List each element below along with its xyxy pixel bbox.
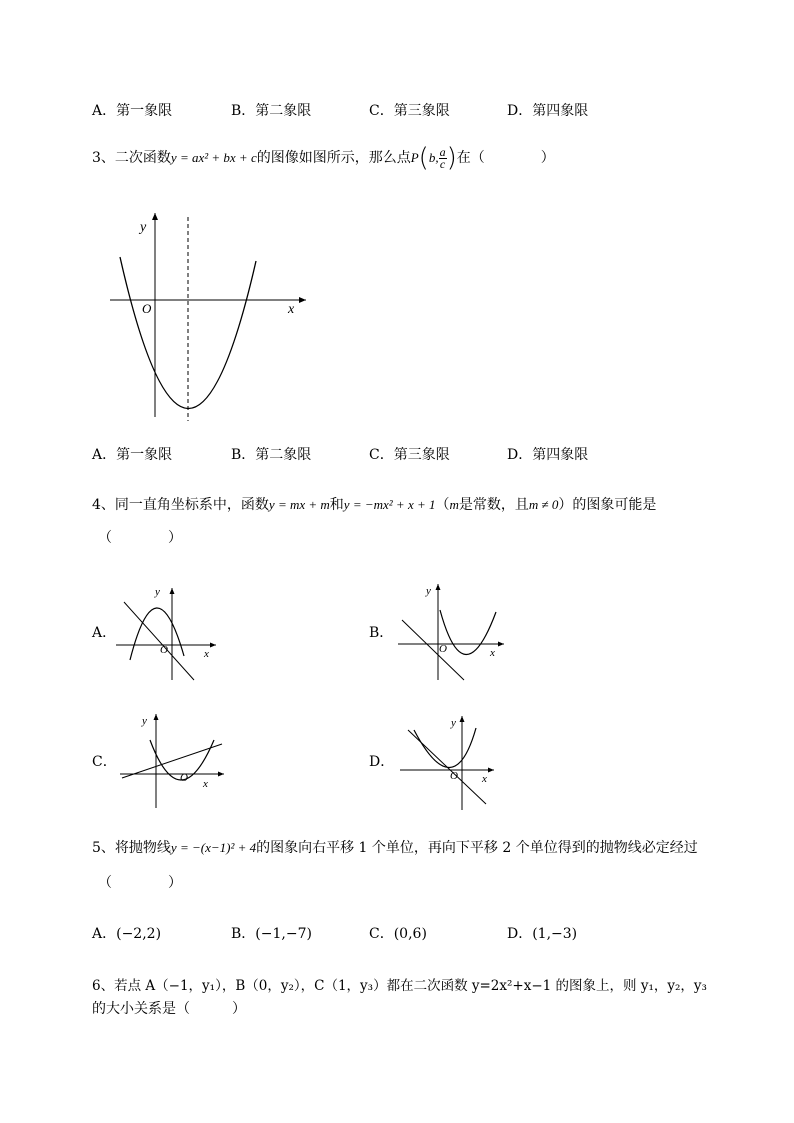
q4-cond-text1: 是常数，且 (458, 497, 529, 513)
q4-option-b[interactable]: B． (369, 625, 394, 641)
q3-right-paren: ) (446, 143, 457, 173)
q3-y-arrow (152, 213, 158, 220)
q4c-y-label: y (142, 715, 147, 727)
q4-cond-m: m (449, 497, 459, 512)
q3-option-c[interactable]: C．第三象限 (369, 447, 450, 463)
q5-prefix: 5、将抛物线 (92, 840, 171, 856)
q4-function-1: y = mx + m (268, 497, 330, 512)
q3-mid: 的图像如图所示，那么点 (256, 150, 411, 166)
q2-option-c[interactable]: C．第三象限 (369, 103, 450, 119)
q6-stem-line-2: 的大小关系是（ ） (92, 1001, 246, 1017)
q2-option-d[interactable]: D．第四象限 (507, 103, 589, 119)
q3-formula: y = ax² + bx + c (170, 150, 257, 165)
q3-stem (92, 145, 555, 179)
q4c-y-arrow (154, 714, 159, 720)
q4b-y-arrow (436, 584, 441, 590)
q4-cond-open: （ (435, 497, 450, 513)
q4-option-a[interactable]: A． (92, 625, 117, 641)
q3-y-label: y (140, 220, 147, 235)
q4-cond-ineq: m ≠ 0 (528, 497, 559, 512)
q4b-x-label: x (490, 647, 495, 659)
q3-frac-den: c (439, 156, 446, 171)
q4c-line (122, 744, 222, 778)
q3-prefix: 3、二次函数 (92, 150, 171, 166)
q3-point-label: P (410, 150, 419, 165)
q5-option-c[interactable]: C．(0,6) (369, 926, 427, 942)
q4a-x-arrow (210, 643, 216, 648)
q5-suffix: 的图象向右平移 1 个单位，再向下平移 2 个单位得到的抛物线必定经过 (256, 840, 698, 856)
q3-parabola-graph (100, 205, 320, 425)
q5-stem (92, 838, 698, 858)
q3-point-b: b, (428, 150, 439, 165)
q6-stem-line-1: 6、若点 A（−1，y₁），B（0，y₂），C（1，y₃）都在二次函数 y=2x²+x−1 的图象上，则 y₁，y₂，y₃ (92, 978, 707, 994)
q3-origin-label: O (142, 301, 152, 316)
q2-option-b[interactable]: B．第二象限 (231, 103, 312, 119)
q5-blank: （ ） (98, 875, 182, 891)
q4-and: 和 (329, 497, 344, 513)
q4d-x-arrow (488, 768, 494, 773)
q4d-y-arrow (460, 716, 465, 722)
q4a-line (124, 602, 194, 680)
q4a-x-label: x (204, 648, 209, 660)
q4d-x-label: x (482, 773, 487, 785)
q4-function-2: y = −mx² + x + 1 (343, 497, 436, 512)
q3-left-paren: ( (418, 143, 429, 173)
q4a-parabola (130, 608, 184, 660)
q3-x-label: x (288, 302, 295, 317)
q3-option-d[interactable]: D．第四象限 (507, 447, 589, 463)
q3-x-arrow (299, 297, 306, 303)
q4d-y-label: y (451, 717, 456, 729)
q4a-origin-label: O (160, 644, 168, 656)
q4-cond-text2: ）的图象可能是 (558, 497, 657, 513)
q4c-origin-label: O (180, 772, 188, 784)
q4a-y-arrow (170, 588, 175, 594)
q4-graph-b[interactable] (392, 580, 512, 684)
q4-blank: （ ） (98, 530, 182, 546)
q4-graph-d[interactable] (396, 712, 500, 812)
q3-suffix: 在（ ） (456, 150, 555, 166)
q4b-y-label: y (426, 585, 431, 597)
q4c-x-arrow (218, 772, 224, 777)
q3-frac-num: a (439, 144, 446, 159)
q4b-parabola (440, 610, 496, 655)
q4-option-d[interactable]: D． (369, 754, 395, 770)
q4-prefix: 4、同一直角坐标系中，函数 (92, 497, 269, 513)
q3-fraction (439, 144, 447, 171)
q4d-origin-label: O (450, 770, 458, 782)
q3-option-a[interactable]: A．第一象限 (92, 447, 173, 463)
q4-graph-c[interactable] (116, 710, 228, 810)
q5-formula: y = −(x−1)² + 4 (170, 840, 257, 855)
q4-stem (92, 495, 656, 515)
q5-option-b[interactable]: B．(−1,−7) (231, 926, 312, 942)
q4b-origin-label: O (439, 643, 447, 655)
q4a-y-label: y (155, 586, 160, 598)
q4d-parabola (414, 728, 476, 768)
q4b-x-arrow (498, 642, 504, 647)
q4c-x-label: x (203, 778, 208, 790)
q4-graph-a[interactable] (112, 582, 222, 684)
q3-option-b[interactable]: B．第二象限 (231, 447, 312, 463)
q5-option-a[interactable]: A．(−2,2) (92, 926, 162, 942)
q5-option-d[interactable]: D．(1,−3) (507, 926, 578, 942)
q4b-line (402, 620, 464, 680)
q2-option-a[interactable]: A．第一象限 (92, 103, 173, 119)
q4-option-c[interactable]: C． (92, 754, 117, 770)
